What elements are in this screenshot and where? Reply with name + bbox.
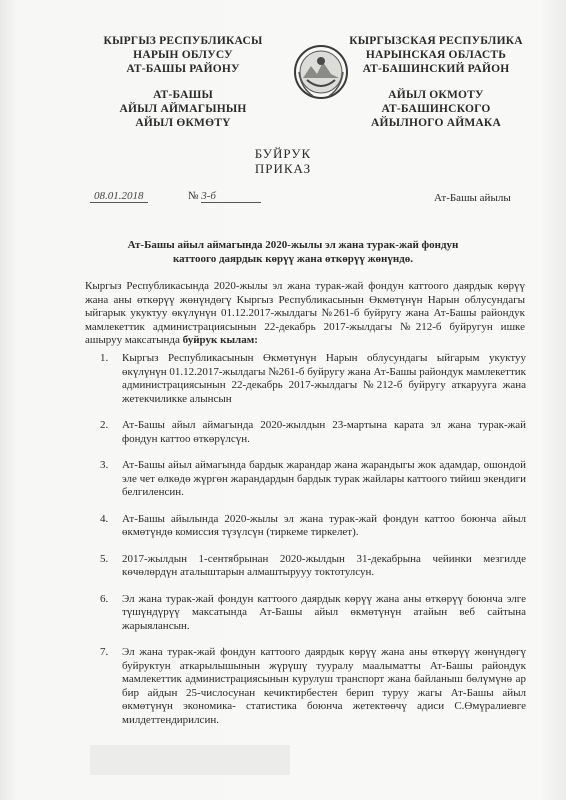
- intro-paragraph: [85, 280, 525, 348]
- item-number: 3.: [100, 459, 109, 471]
- item-number: 1.: [100, 352, 109, 364]
- header-left-line: АТ-БАШЫ: [153, 89, 213, 101]
- intro-emphasis: буйрук кылам:: [182, 334, 258, 346]
- item-text: Эл жана турак-жай фондун каттоого даярдык көрүү жана аны өткөрүү боюнча элге түшүндүрүү максатында Ат-Башы айыл өкмөтүнүн атайын веб сайтына жарыялансын.: [122, 592, 526, 632]
- village-name: Ат-Башы айылы: [434, 192, 511, 204]
- header-right-line: АЙЫЛ ОКМОТУ: [388, 89, 484, 101]
- item-number: 5.: [100, 552, 109, 565]
- header-right-line: КЫРГЫЗСКАЯ РЕСПУБЛИКА: [349, 35, 523, 47]
- title-line-kyrgyz: БУЙРУК: [254, 146, 312, 161]
- header-left-line: АТ-БАШЫ РАЙОНУ: [126, 63, 240, 75]
- header-right-line: АТ-БАШИНСКИЙ РАЙОН: [362, 63, 510, 75]
- header-left: [78, 34, 288, 130]
- order-date: [90, 190, 148, 203]
- header-left-line: НАРЫН ОБЛУСУ: [133, 49, 233, 61]
- list-item: [100, 646, 526, 727]
- item-number: 2.: [100, 419, 109, 431]
- list-item: [100, 419, 526, 446]
- item-text: Ат-Башы айыл аймагында 2020-жылдын 23-мартына карата эл жана турак-жай фондун каттоо өткөрүлсүн.: [122, 419, 526, 445]
- item-text: Кыргыз Республикасынын Өкмөтүнүн Нарын облусундагы ыйгарым укуктуу өкүлүнүн 01.12.2017-жылдагы №261-б буйругу жана Ат-Башы райондук мамлекеттик администрациясынын 22-декабрь 2017-жылдагы №212-б буйругу аткарууга жана жетекчиликке алынсын: [122, 352, 526, 405]
- list-item: [100, 593, 526, 634]
- list-item: [100, 513, 526, 540]
- faded-footer-area: [90, 745, 290, 775]
- intro-text: Кыргыз Республикасында 2020-жылы эл жана турак-жай фондун каттоого даярдык көрүү жана аны өткөрүү жөнүндөгү Кыргыз Республикасынын Өкмөтүнүн Нарын облусундагы ыйгарык укуктуу өкүлүнүн 01.12.2017-жылдагы №261-б буйругу жана Ат-Башы райондук мамлекеттик администрациясынын 22-декабрь 2017-жылдагы №212-б буйругун ишке ашыруу максатында: [85, 280, 525, 346]
- item-number: 7.: [100, 646, 109, 658]
- item-text: Ат-Башы айылында 2020-жылы эл жана турак-жай фондун каттоо боюнча айыл өкмөтүндө комиссия түзүлсүн (тиркеме тиркелет).: [122, 512, 526, 538]
- order-date-value: 08.01.2018: [90, 190, 148, 203]
- list-item: [100, 553, 526, 580]
- item-text: Эл жана турак-жай фондун каттоого даярдык көрүү жана аны өткөрүү жөнүндөгү буйруктун аткарылышынын жүрүшү тууралу маалыматты Ат-Башы райондук мамлекеттик администрациясынын курулуш транспорт жана байланыш бөлүмүнө ар бир айдын 25-числосунан кечиктирбестен берип туруу жагы Ат-Башы айыл өкмөтүнүн экономика- статистика боюнча жетектөөчү адиси С.Өмүралиевге милдеттендирилсин.: [122, 646, 526, 726]
- header-left-line: АЙЫЛ ӨКМӨТҮ: [135, 117, 231, 129]
- list-item: [100, 352, 526, 406]
- order-number-label: №: [188, 190, 199, 202]
- order-number: [188, 190, 261, 203]
- order-items: [100, 352, 526, 727]
- order-subject: Ат-Башы айыл аймагында 2020-жылы эл жана турак-жай фондун каттоого даярдык көрүү жана өткөрүү жөнүндө.: [127, 239, 459, 265]
- document-title: [0, 146, 566, 176]
- item-number: 4.: [100, 512, 109, 525]
- header-left-line: КЫРГЫЗ РЕСПУБЛИКАСЫ: [103, 35, 263, 47]
- title-line-russian: ПРИКАЗ: [254, 161, 312, 176]
- list-item: [100, 459, 526, 500]
- header-right: [330, 34, 542, 130]
- order-number-value: 3-б: [201, 190, 261, 203]
- header-right-line: АТ-БАШИНСКОГО: [381, 103, 491, 115]
- header-left-line: АЙЫЛ АЙМАГЫНЫН: [119, 103, 247, 115]
- item-text: Ат-Башы айыл аймагында бардык жарандар жана жарандыгы жок адамдар, ошондой эле чет өлкөдө жүргөн жарандардын бардык турак жайлары каттоого тийиш экендиги белгиленсин.: [122, 459, 526, 498]
- header-right-line: АЙЫЛНОГО АЙМАКА: [371, 117, 501, 129]
- header-right-line: НАРЫНСКАЯ ОБЛАСТЬ: [365, 49, 507, 61]
- item-number: 6.: [100, 592, 109, 605]
- item-text: 2017-жылдын 1-сентябрынан 2020-жылдын 31-декабрына чейинки мезгилде көчөлөрдүн аталыштарын алмаштырууу токтотулсун.: [122, 552, 526, 578]
